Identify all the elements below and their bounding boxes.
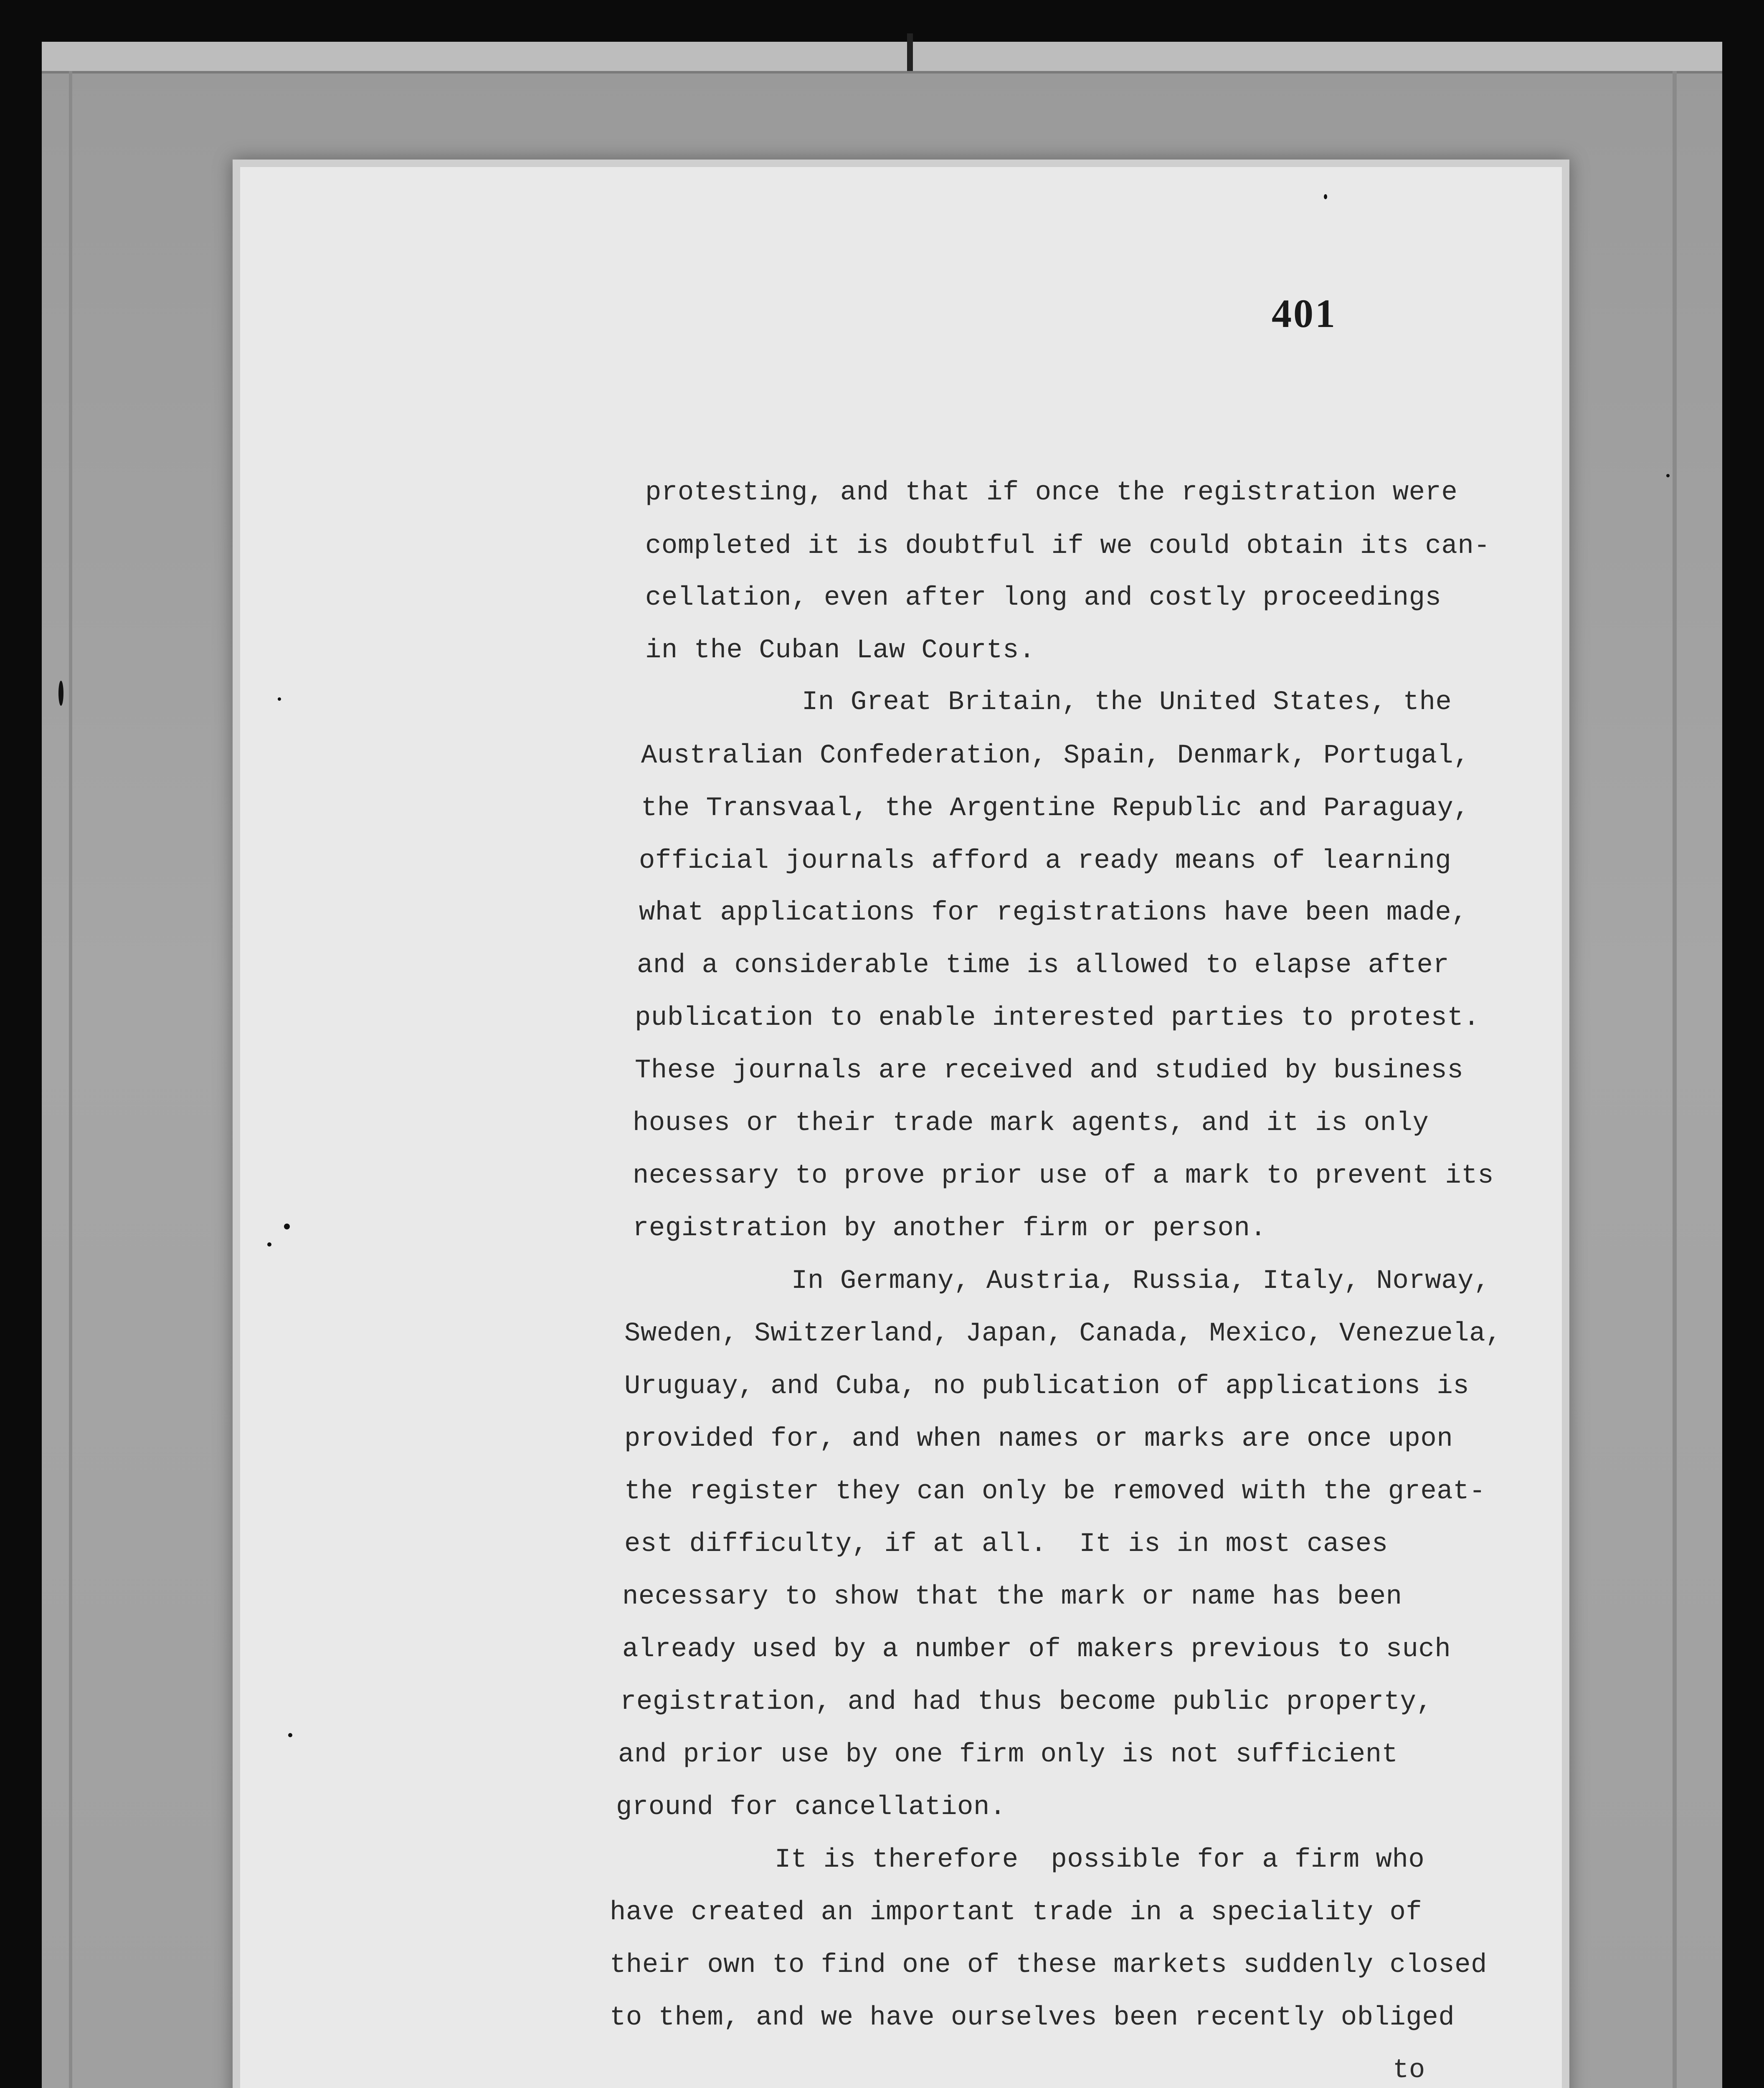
text-line: protesting, and that if once the registration were bbox=[645, 478, 1458, 508]
text-line: the Transvaal, the Argentine Republic and Paraguay, bbox=[641, 793, 1470, 824]
text-line: completed it is doubtful if we could obtain its can- bbox=[645, 531, 1490, 561]
text-line: est difficulty, if at all. It is in most cases bbox=[624, 1529, 1388, 1559]
text-line: necessary to prove prior use of a mark to prevent its bbox=[633, 1161, 1494, 1191]
text-line: registration, and had thus become public property, bbox=[620, 1687, 1433, 1717]
text-line: provided for, and when names or marks are once upon bbox=[624, 1424, 1453, 1454]
text-line: and a considerable time is allowed to elapse after bbox=[637, 950, 1450, 981]
text-line: what applications for registrations have been made, bbox=[639, 898, 1468, 928]
text-line: official journals afford a ready means of learning bbox=[639, 846, 1452, 876]
text-line: cellation, even after long and costly proceedings bbox=[645, 583, 1442, 613]
text-line: Uruguay, and Cuba, no publication of applications is bbox=[624, 1371, 1470, 1401]
catchword: to bbox=[1393, 2055, 1425, 2085]
page-number: 401 bbox=[1272, 291, 1337, 336]
text-line: It is therefore possible for a firm who bbox=[775, 1845, 1425, 1875]
text-line: have created an important trade in a speciality of bbox=[610, 1898, 1422, 1928]
text-line: houses or their trade mark agents, and it is only bbox=[633, 1108, 1429, 1138]
text-line: to them, and we have ourselves been recently obliged bbox=[610, 2003, 1455, 2033]
text-line: already used by a number of makers previous to such bbox=[622, 1634, 1451, 1665]
text-line: ground for cancellation. bbox=[616, 1792, 1006, 1822]
text-line: and prior use by one firm only is not sufficient bbox=[618, 1740, 1398, 1770]
text-line: registration by another firm or person. bbox=[633, 1214, 1267, 1244]
text-line: In Germany, Austria, Russia, Italy, Norway, bbox=[791, 1266, 1490, 1296]
text-line: Sweden, Switzerland, Japan, Canada, Mexico, Venezuela, bbox=[624, 1319, 1502, 1349]
text-line: In Great Britain, the United States, the bbox=[802, 687, 1452, 717]
text-line: necessary to show that the mark or name has been bbox=[622, 1582, 1402, 1612]
text-line: publication to enable interested parties to protest. bbox=[635, 1003, 1480, 1033]
text-line: Australian Confederation, Spain, Denmark, Portugal, bbox=[641, 741, 1470, 771]
text-line: in the Cuban Law Courts. bbox=[645, 636, 1035, 666]
text-line: their own to find one of these markets suddenly closed bbox=[610, 1950, 1487, 1980]
text-line: These journals are received and studied by business bbox=[635, 1056, 1464, 1086]
text-line: the register they can only be removed with the great- bbox=[624, 1477, 1486, 1507]
